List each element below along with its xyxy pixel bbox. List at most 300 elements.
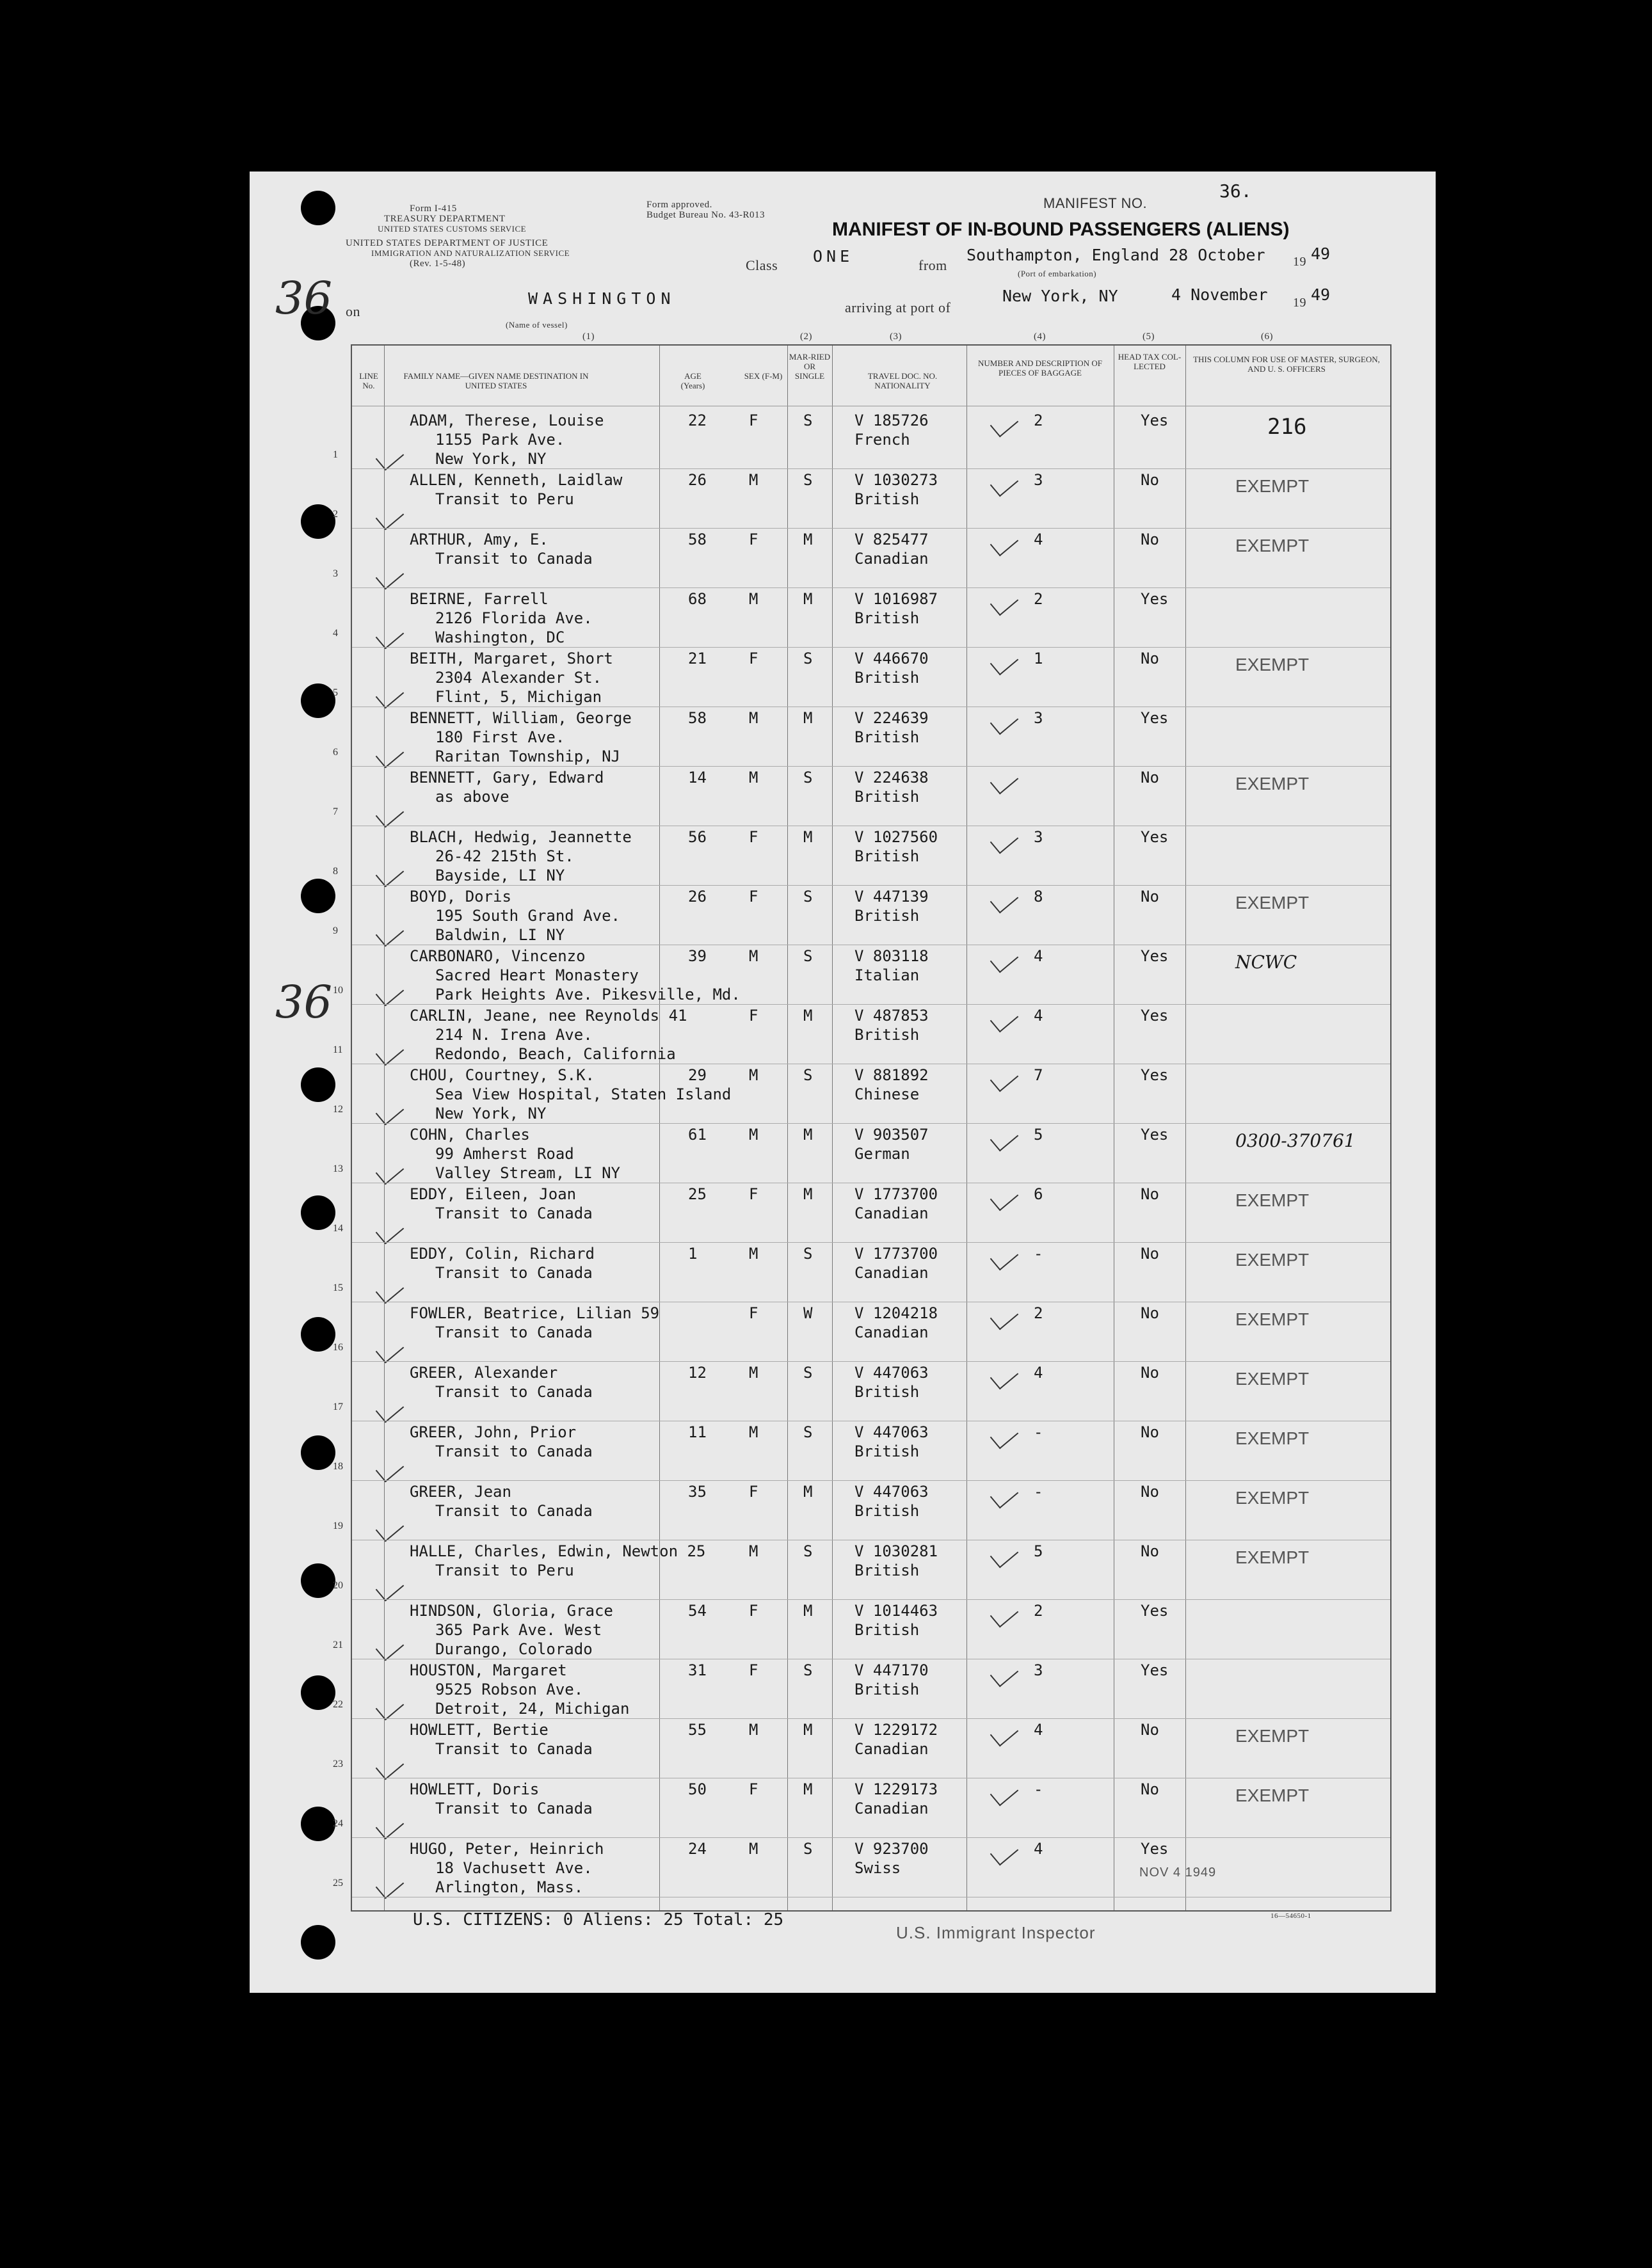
cell-name: EDDY, Colin, Richard: [410, 1245, 595, 1263]
cell-sex: M: [749, 1126, 758, 1144]
cell-nat: British: [854, 490, 920, 508]
cell-tax: No: [1141, 1304, 1159, 1322]
check-mark: [376, 920, 405, 947]
check-mark: [990, 1422, 1019, 1449]
cell-bag: -: [1034, 1423, 1043, 1441]
cell-note: 0300-370761: [1235, 1130, 1356, 1151]
check-mark: [376, 1455, 405, 1483]
cell-age: 61: [688, 1126, 707, 1144]
cell-age: 58: [688, 709, 707, 727]
check-mark: [376, 1693, 405, 1721]
cell-doc: V 923700: [854, 1840, 929, 1858]
cell-ms: M: [803, 1780, 813, 1798]
cell-note: EXEMPT: [1235, 1250, 1310, 1270]
cell-sex: M: [749, 1721, 758, 1739]
cell-ms: M: [803, 709, 813, 727]
from-label: from: [918, 257, 947, 273]
check-mark: [376, 979, 405, 1007]
table-row: [333, 588, 1390, 648]
cell-tax: Yes: [1141, 1602, 1169, 1620]
cell-age: 26: [688, 888, 707, 906]
cell-sex: M: [749, 1245, 758, 1263]
line-number: 8: [333, 866, 338, 877]
cell-doc: V 1773700: [854, 1185, 938, 1203]
cell-dest: Sea View Hospital, Staten Island: [435, 1085, 732, 1103]
cell-note: EXEMPT: [1235, 1488, 1310, 1508]
line-number: 15: [333, 1282, 343, 1293]
check-mark: [990, 1541, 1019, 1569]
cell-age: 11: [688, 1423, 707, 1441]
embarkation-port: Southampton, England 28 October: [966, 246, 1265, 264]
header-married: MAR-RIED OR SINGLE: [789, 352, 831, 381]
cell-doc: V 446670: [854, 650, 929, 667]
cell-note: EXEMPT: [1235, 1726, 1310, 1746]
cell-dest: 180 First Ave.: [435, 728, 565, 746]
line-number: 25: [333, 1878, 343, 1889]
check-mark: [990, 410, 1019, 438]
cell-dest2: New York, NY: [435, 1105, 547, 1122]
cell-name: BLACH, Hedwig, Jeannette: [410, 828, 632, 846]
on-label: on: [346, 303, 360, 319]
cell-bag: -: [1034, 1483, 1043, 1501]
cell-name: HOWLETT, Doris: [410, 1780, 540, 1798]
cell-ms: M: [803, 1126, 813, 1144]
cell-ms: S: [803, 1542, 813, 1560]
punch-hole: [301, 1067, 335, 1102]
cell-ms: S: [803, 1661, 813, 1679]
cell-dest: 2304 Alexander St.: [435, 669, 602, 687]
cell-dest2: Valley Stream, LI NY: [435, 1164, 620, 1182]
check-mark: [990, 648, 1019, 676]
cell-dest: 26-42 215th St.: [435, 847, 574, 865]
cell-bag: 2: [1034, 1304, 1043, 1322]
check-mark: [990, 1005, 1019, 1033]
check-mark: [376, 741, 405, 769]
cell-ms: S: [803, 471, 813, 489]
line-number: 24: [333, 1818, 343, 1829]
check-mark: [990, 1124, 1019, 1152]
check-mark: [990, 1779, 1019, 1807]
check-mark: [990, 827, 1019, 854]
cell-ms: S: [803, 1066, 813, 1084]
cell-tax: No: [1141, 888, 1159, 906]
cell-name: ALLEN, Kenneth, Laidlaw: [410, 471, 623, 489]
cell-doc: V 185726: [854, 411, 929, 429]
cell-tax: Yes: [1141, 709, 1169, 727]
check-mark: [990, 529, 1019, 557]
cell-sex: M: [749, 590, 758, 608]
arriving-label: arriving at port of: [845, 299, 951, 315]
cell-sex: F: [749, 1661, 758, 1679]
col-num: (3): [890, 331, 902, 342]
cell-note: EXEMPT: [1235, 655, 1310, 675]
cell-ms: M: [803, 1721, 813, 1739]
cell-dest2: Park Heights Ave. Pikesville, Md.: [435, 986, 741, 1003]
cell-note: EXEMPT: [1235, 476, 1310, 496]
check-mark: [376, 1217, 405, 1245]
punch-hole: [301, 1675, 335, 1710]
check-mark: [376, 1574, 405, 1602]
cell-name: CARBONARO, Vincenzo: [410, 947, 586, 965]
line-number: 14: [333, 1223, 343, 1234]
cell-nat: British: [854, 1681, 920, 1698]
cell-dest: Transit to Peru: [435, 490, 574, 508]
cell-dest: 2126 Florida Ave.: [435, 609, 593, 627]
cell-nat: Italian: [854, 966, 920, 984]
cell-tax: No: [1141, 1780, 1159, 1798]
cell-doc: V 1030273: [854, 471, 938, 489]
check-mark: [376, 801, 405, 828]
table-row: [333, 1362, 1390, 1421]
check-mark: [376, 860, 405, 888]
cell-dest: Transit to Canada: [435, 1740, 593, 1758]
cell-ms: W: [803, 1304, 813, 1322]
table-row: [333, 1421, 1390, 1481]
cell-age: 12: [688, 1364, 707, 1382]
punch-hole: [301, 683, 335, 718]
cell-name: GREER, Jean: [410, 1483, 511, 1501]
cell-age: 55: [688, 1721, 707, 1739]
cell-nat: Canadian: [854, 1204, 929, 1222]
check-mark: [376, 1515, 405, 1542]
cell-bag: 2: [1034, 411, 1043, 429]
cell-bag: 5: [1034, 1126, 1043, 1144]
cell-doc: V 447139: [854, 888, 929, 906]
cell-dest: Transit to Canada: [435, 1800, 593, 1817]
header-line-no: LINE No.: [359, 371, 378, 390]
punch-hole: [301, 1435, 335, 1470]
cell-dest: Transit to Canada: [435, 550, 593, 568]
header-age: AGE (Years): [680, 371, 705, 390]
vessel-name: WASHINGTON: [528, 289, 676, 308]
cell-sex: F: [749, 1483, 758, 1501]
cell-sex: M: [749, 1364, 758, 1382]
line-number: 13: [333, 1163, 343, 1174]
cell-note: 216: [1267, 414, 1307, 440]
cell-sex: M: [749, 1066, 758, 1084]
cell-tax: No: [1141, 531, 1159, 548]
check-mark: [376, 622, 405, 650]
header-baggage: NUMBER AND DESCRIPTION OF PIECES OF BAGGAGE: [978, 358, 1102, 378]
check-mark: [990, 1362, 1019, 1390]
cell-sex: M: [749, 1542, 758, 1560]
form-approved: Form approved.: [646, 200, 712, 210]
cell-age: 68: [688, 590, 707, 608]
cell-doc: V 1030281: [854, 1542, 938, 1560]
cell-doc: V 1229172: [854, 1721, 938, 1739]
line-number: 12: [333, 1104, 343, 1115]
margin-mark-36-top: 36: [275, 272, 333, 324]
vessel-caption: (Name of vessel): [506, 320, 568, 330]
table-row: [333, 1838, 1390, 1897]
header-sex: SEX (F-M): [744, 371, 783, 381]
table-row: [333, 826, 1390, 886]
line-number: 19: [333, 1521, 343, 1531]
cell-tax: No: [1141, 1423, 1159, 1441]
cell-ms: S: [803, 1245, 813, 1263]
cell-doc: V 1016987: [854, 590, 938, 608]
page-title: MANIFEST OF IN-BOUND PASSENGERS (ALIENS): [832, 219, 1290, 240]
cell-name: BENNETT, William, George: [410, 709, 632, 727]
line-number: 17: [333, 1402, 343, 1412]
check-mark: [376, 682, 405, 709]
cell-ms: M: [803, 531, 813, 548]
cell-tax: No: [1141, 1542, 1159, 1560]
cell-sex: M: [749, 471, 758, 489]
cell-bag: 4: [1034, 1007, 1043, 1025]
table-row: [333, 886, 1390, 945]
cell-dest2: Washington, DC: [435, 628, 565, 646]
line-number: 3: [333, 568, 338, 579]
cell-dest: Transit to Canada: [435, 1442, 593, 1460]
cell-doc: V 447170: [854, 1661, 929, 1679]
cell-ms: S: [803, 947, 813, 965]
check-mark: [990, 946, 1019, 973]
line-number: 20: [333, 1580, 343, 1591]
cell-tax: Yes: [1141, 1066, 1169, 1084]
line-number: 5: [333, 687, 338, 698]
cell-sex: F: [749, 1780, 758, 1798]
cell-ms: M: [803, 1602, 813, 1620]
cell-tax: No: [1141, 1245, 1159, 1263]
cell-note: EXEMPT: [1235, 536, 1310, 555]
table-row: [333, 1778, 1390, 1838]
table-row: [333, 1064, 1390, 1124]
cell-name: HINDSON, Gloria, Grace: [410, 1602, 613, 1620]
margin-mark-36-mid: 36: [275, 976, 333, 1028]
form-number: Form I-415: [410, 204, 457, 214]
class-label: Class: [746, 257, 778, 273]
punch-hole: [301, 504, 335, 539]
cell-tax: No: [1141, 1364, 1159, 1382]
cell-dest: 18 Vachusett Ave.: [435, 1859, 593, 1877]
cell-ms: M: [803, 590, 813, 608]
cell-tax: Yes: [1141, 1126, 1169, 1144]
cell-bag: 3: [1034, 709, 1043, 727]
form-revision: (Rev. 1-5-48): [410, 259, 466, 269]
cell-note: EXEMPT: [1235, 1785, 1310, 1805]
check-mark: [376, 1634, 405, 1661]
table-row: [333, 1124, 1390, 1183]
check-mark: [990, 1243, 1019, 1271]
cell-name: CHOU, Courtney, S.K.: [410, 1066, 595, 1084]
check-mark: [376, 1396, 405, 1423]
cell-tax: No: [1141, 1483, 1159, 1501]
check-mark: [990, 886, 1019, 914]
cell-sex: M: [749, 709, 758, 727]
cell-bag: 2: [1034, 590, 1043, 608]
cell-bag: 6: [1034, 1185, 1043, 1203]
cell-tax: Yes: [1141, 590, 1169, 608]
inspector-stamp: U.S. Immigrant Inspector: [896, 1923, 1096, 1942]
cell-nat: British: [854, 1502, 920, 1520]
cell-doc: V 1773700: [854, 1245, 938, 1263]
cell-sex: F: [749, 828, 758, 846]
cell-name: BEITH, Margaret, Short: [410, 650, 613, 667]
cell-bag: 8: [1034, 888, 1043, 906]
cell-tax: Yes: [1141, 828, 1169, 846]
cell-nat: British: [854, 609, 920, 627]
cell-dest2: Arlington, Mass.: [435, 1878, 584, 1896]
manifest-no-value: 36.: [1219, 180, 1252, 202]
cell-name: GREER, Alexander: [410, 1364, 558, 1382]
cell-age: 24: [688, 1840, 707, 1858]
cell-tax: No: [1141, 471, 1159, 489]
check-mark: [376, 1753, 405, 1780]
cell-nat: French: [854, 431, 910, 449]
table-row: [333, 1600, 1390, 1659]
cell-name: BENNETT, Gary, Edward: [410, 769, 604, 787]
cell-name: EDDY, Eileen, Joan: [410, 1185, 577, 1203]
cell-name: GREER, John, Prior: [410, 1423, 577, 1441]
cell-nat: British: [854, 669, 920, 687]
cell-note: EXEMPT: [1235, 1547, 1310, 1567]
cell-tax: Yes: [1141, 1840, 1169, 1858]
cell-ms: M: [803, 1483, 813, 1501]
cell-dest2: New York, NY: [435, 450, 547, 468]
cell-nat: German: [854, 1145, 910, 1163]
cell-dest: as above: [435, 788, 509, 806]
col-num: (2): [800, 331, 812, 342]
cell-name: ADAM, Therese, Louise: [410, 411, 604, 429]
cell-bag: -: [1034, 1245, 1043, 1263]
cell-bag: 3: [1034, 471, 1043, 489]
header-travel-doc: TRAVEL DOC. NO. NATIONALITY: [867, 371, 938, 390]
cell-bag: 4: [1034, 1840, 1043, 1858]
check-mark: [990, 1839, 1019, 1866]
cell-name: BEIRNE, Farrell: [410, 590, 549, 608]
cell-ms: S: [803, 769, 813, 787]
cell-name: HUGO, Peter, Heinrich: [410, 1840, 604, 1858]
cell-dest2: Redondo, Beach, California: [435, 1045, 676, 1063]
check-mark: [376, 1098, 405, 1126]
check-mark: [990, 470, 1019, 497]
embarkation-year: 49: [1311, 244, 1331, 263]
punch-hole: [301, 1807, 335, 1841]
treasury-dept: TREASURY DEPARTMENT: [384, 214, 506, 224]
check-mark: [990, 767, 1019, 795]
cell-bag: 7: [1034, 1066, 1043, 1084]
cell-dest: Transit to Canada: [435, 1502, 593, 1520]
cell-sex: M: [749, 769, 758, 787]
cell-doc: V 1027560: [854, 828, 938, 846]
check-mark: [990, 1481, 1019, 1509]
cell-name: HALLE, Charles, Edwin, Newton 25: [410, 1542, 706, 1560]
cell-dest: 1155 Park Ave.: [435, 431, 565, 449]
cell-dest: 195 South Grand Ave.: [435, 907, 620, 925]
table-row: [333, 529, 1390, 588]
check-mark: [990, 1184, 1019, 1211]
cell-age: 26: [688, 471, 707, 489]
cell-sex: M: [749, 1840, 758, 1858]
check-mark: [376, 1277, 405, 1304]
col-num: (6): [1261, 331, 1273, 342]
cell-tax: Yes: [1141, 947, 1169, 965]
cell-ms: S: [803, 1423, 813, 1441]
date-stamp: NOV 4 1949: [1139, 1865, 1217, 1880]
cell-age: 54: [688, 1602, 707, 1620]
cell-nat: Canadian: [854, 550, 929, 568]
justice-dept: UNITED STATES DEPARTMENT OF JUSTICE: [346, 238, 549, 248]
cell-name: BOYD, Doris: [410, 888, 511, 906]
cell-age: 50: [688, 1780, 707, 1798]
cell-nat: Chinese: [854, 1085, 920, 1103]
cell-bag: 5: [1034, 1542, 1043, 1560]
line-number: 2: [333, 509, 338, 520]
header-officers: THIS COLUMN FOR USE OF MASTER, SURGEON, AND U. S. OFFICERS: [1193, 355, 1380, 374]
line-number: 21: [333, 1640, 343, 1650]
ins-service: IMMIGRATION AND NATURALIZATION SERVICE: [371, 248, 570, 258]
cell-age: 58: [688, 531, 707, 548]
check-mark: [376, 443, 405, 471]
customs-service: UNITED STATES CUSTOMS SERVICE: [378, 224, 527, 234]
check-mark: [376, 1039, 405, 1066]
cell-bag: -: [1034, 1780, 1043, 1798]
cell-name: COHN, Charles: [410, 1126, 530, 1144]
cell-doc: V 447063: [854, 1483, 929, 1501]
line-number: 23: [333, 1759, 343, 1769]
year-prefix: 19: [1293, 255, 1306, 269]
cell-tax: No: [1141, 769, 1159, 787]
cell-age: 35: [688, 1483, 707, 1501]
port-embark-caption: (Port of embarkation): [1018, 269, 1097, 278]
cell-nat: British: [854, 1561, 920, 1579]
cell-ms: S: [803, 411, 813, 429]
arrival-year-prefix: 19: [1293, 296, 1306, 310]
table-row: [333, 767, 1390, 826]
punch-hole: [301, 1925, 335, 1960]
table-row: [333, 1481, 1390, 1540]
cell-note: EXEMPT: [1235, 893, 1310, 913]
punch-hole: [301, 1195, 335, 1230]
cell-name: FOWLER, Beatrice, Lilian 59: [410, 1304, 660, 1322]
cell-bag: 3: [1034, 1661, 1043, 1679]
cell-note: EXEMPT: [1235, 1369, 1310, 1389]
table-row: [333, 469, 1390, 529]
table-row: [333, 410, 1390, 469]
cell-name: ARTHUR, Amy, E.: [410, 531, 549, 548]
punch-hole: [301, 191, 335, 225]
form-code: 16—54650-1: [1271, 1912, 1311, 1920]
line-number: 18: [333, 1461, 343, 1472]
cell-dest: 9525 Robson Ave.: [435, 1681, 584, 1698]
cell-sex: F: [749, 1602, 758, 1620]
cell-age: 14: [688, 769, 707, 787]
check-mark: [990, 589, 1019, 616]
cell-tax: Yes: [1141, 411, 1169, 429]
cell-sex: F: [749, 1304, 758, 1322]
cell-ms: M: [803, 828, 813, 846]
header-name: FAMILY NAME—GIVEN NAME DESTINATION IN UNITED STATES: [403, 371, 589, 390]
cell-tax: No: [1141, 650, 1159, 667]
line-number: 7: [333, 806, 338, 817]
cell-nat: British: [854, 1442, 920, 1460]
table-row: [333, 648, 1390, 707]
cell-nat: Canadian: [854, 1264, 929, 1282]
cell-doc: V 447063: [854, 1364, 929, 1382]
line-number: 6: [333, 747, 338, 758]
cell-age: 22: [688, 411, 707, 429]
cell-sex: F: [749, 650, 758, 667]
cell-dest: Transit to Canada: [435, 1323, 593, 1341]
table-row: [333, 1302, 1390, 1362]
cell-ms: S: [803, 1364, 813, 1382]
cell-tax: Yes: [1141, 1661, 1169, 1679]
header-head-tax: HEAD TAX COL-LECTED: [1118, 352, 1182, 371]
table-row: [333, 1183, 1390, 1243]
col-num: (1): [582, 331, 595, 342]
cell-dest: Sacred Heart Monastery: [435, 966, 639, 984]
